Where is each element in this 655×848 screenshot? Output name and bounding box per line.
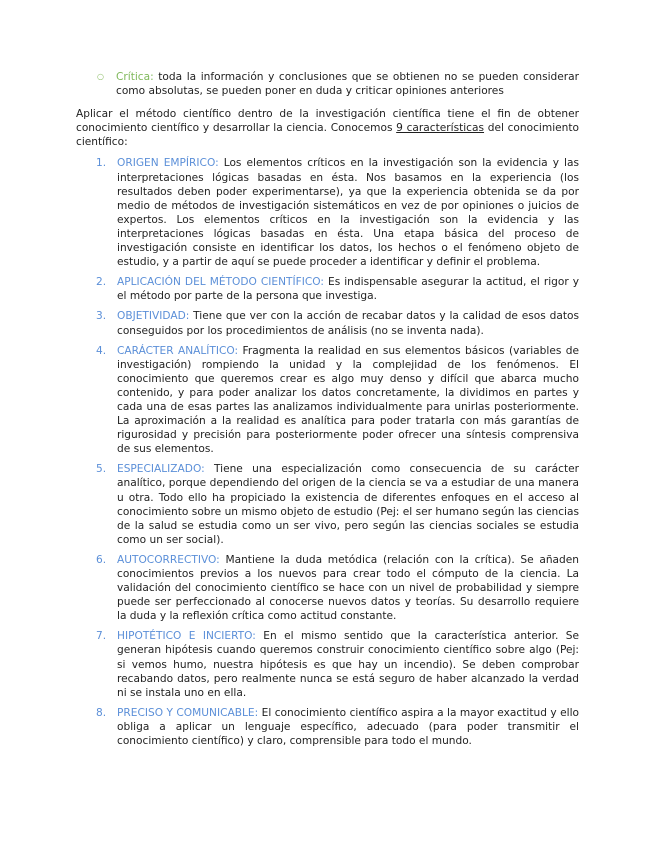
item-number: 1. (96, 157, 107, 170)
list-item (76, 344, 579, 457)
item-text: Fragmenta la realidad en sus elementos básicos (variables de investigación) rompiendo la unidad y la complejidad de los fenómenos. El conocimiento que queremos crear es algo muy denso y difícil que abarca mucho contenido, y para poder analizar los datos concretamente, la dividimos en partes y cada una de esas partes las analizamos individualmente para unirlas posteriormente. La aproximación a la realidad es analítica para poder tratarla con más garantías de rigurosidad y precisión para posteriormente poder ofrecer una síntesis comprensiva de sus elementos. (117, 344, 579, 456)
item-text: Tiene que ver con la acción de recabar datos y la calidad de esos datos conseguidos por los procedimientos de análisis (no se inventa nada). (117, 310, 579, 337)
item-number: 8. (96, 706, 107, 719)
bullet-text: toda la información y conclusiones que se obtienen no se pueden considerar como absolutas, se pueden poner en duda y criticar opiniones anteriores (116, 71, 579, 98)
item-text: Los elementos críticos en la investigación son la evidencia y las interpretaciones lógicas basadas en ésta. Nos basamos en la experiencia (los resultados deben poder experimentarse), ya que la experiencia obtenida se da por medio de métodos de investigación sistemáticos en vez de por opiniones o juicios de expertos. Los elementos críticos en la investigación son la evidencia y las interpretaciones lógicas basadas en ésta. Una etapa básica del proceso de investigación consiste en identificar los datos, los hechos o el fenómeno objeto de estudio, y a partir de aquí se puede proceder a identificar y definir el problema. (117, 157, 580, 269)
item-text: Es indispensable asegurar la actitud, el rigor y el método por parte de la persona que investiga. (117, 276, 579, 303)
item-term: PRECISO Y COMUNICABLE: (117, 706, 259, 719)
item-number: 5. (96, 463, 107, 476)
list-item (76, 553, 579, 623)
item-term: CARÁCTER ANALÍTICO: (117, 344, 239, 357)
item-term: HIPOTÉTICO E INCIERTO: (117, 630, 256, 643)
item-number: 7. (96, 630, 107, 643)
intro-underlined-text: 9 características (396, 122, 485, 135)
item-number: 2. (96, 276, 107, 289)
intro-text-before: Aplicar el método científico dentro de la investigación científica tiene el fin de obtener conocimiento científico y desarrollar la ciencia. Conocemos (76, 108, 579, 135)
bullet-item-critica (76, 70, 579, 98)
list-item (76, 275, 579, 303)
item-term: ORIGEN EMPÍRICO: (117, 157, 219, 170)
item-term: AUTOCORRECTIVO: (117, 553, 220, 566)
hollow-circle-bullet-icon: ○ (97, 72, 104, 81)
list-item (76, 309, 579, 337)
list-item (76, 706, 579, 748)
list-item (76, 629, 579, 699)
list-item (76, 156, 579, 269)
item-number: 3. (96, 310, 107, 323)
characteristics-list (76, 156, 579, 748)
bullet-term: Crítica: (116, 71, 154, 83)
item-text: Tiene una especialización como consecuencia de su carácter analítico, porque dependiendo del origen de la ciencia se va a estudiar de una manera u otra. Todo ello ha propiciado la existencia de diferentes enfoques en el acceso al conocimiento sobre un mismo objeto de estudio (Pej: el ser humano según las ciencias de la salud se estudia como un ser vivo, pero según las ciencias sociales se estudia como un ser social). (117, 463, 579, 546)
intro-text-after: del conocimiento científico: (76, 122, 580, 149)
intro-paragraph (76, 107, 579, 149)
item-number: 4. (96, 344, 107, 357)
item-text: En el mismo sentido que la característica anterior. Se generan hipótesis cuando queremos construir conocimiento científico sobre algo (Pej: si vemos humo, nuestra hipótesis es que hay un incendio). Se deben comprobar recabando datos, pero realmente nunca se está seguro de haber alcanzado la verdad ni se instala uno en ella. (117, 630, 579, 699)
item-term: OBJETIVIDAD: (117, 310, 190, 323)
item-text: El conocimiento científico aspira a la mayor exactitud y ello obliga a aplicar un lenguaje específico, adecuado (para poder transmitir el conocimiento científico) y claro, comprensible para todo el mundo. (117, 706, 579, 748)
item-number: 6. (96, 553, 107, 566)
item-term: APLICACIÓN DEL MÉTODO CIENTÍFICO: (117, 276, 324, 289)
item-term: ESPECIALIZADO: (117, 463, 205, 476)
bullet-list (76, 70, 579, 98)
list-item (76, 462, 579, 547)
item-text: Mantiene la duda metódica (relación con la crítica). Se añaden conocimientos previos a los nuevos para crear todo el cómputo de la ciencia. La validación del conocimiento científico se hace con un nivel de probabilidad y siempre puede ser perfeccionado al conocerse nuevos datos y teorías. Su desarrollo requiere la duda y la reflexión crítica como actitud constante. (117, 553, 579, 623)
